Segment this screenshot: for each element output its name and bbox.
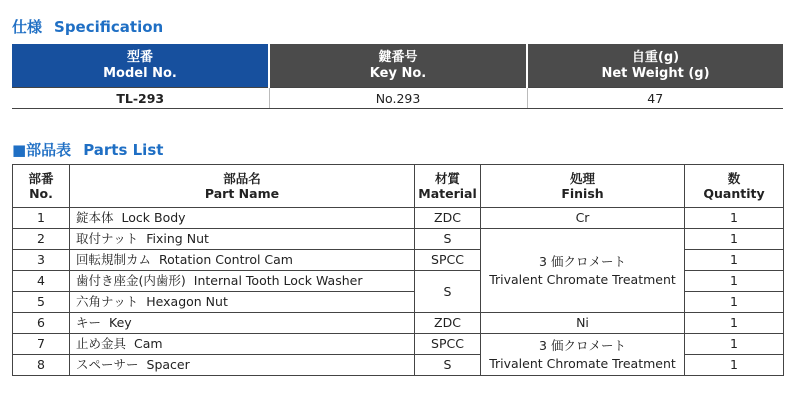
parts-header-name (70, 165, 415, 208)
spec-data-row (12, 88, 783, 109)
part-no: 1 (13, 208, 70, 229)
spec-header-row (12, 44, 783, 88)
spec-header-key (269, 44, 527, 88)
spec-table (12, 44, 783, 109)
spec-header-weight (527, 44, 783, 88)
part-name (70, 355, 415, 376)
part-material: ZDC (415, 313, 481, 334)
part-name-ja: 回転規制カム (76, 252, 152, 267)
spec-title-ja: 仕様 (12, 18, 43, 36)
parts-section-title (12, 139, 163, 160)
spec-key-value: No.293 (269, 88, 527, 109)
part-name (70, 208, 415, 229)
part-name-en: Rotation Control Cam (159, 252, 293, 267)
parts-header-row (13, 165, 784, 208)
parts-header-no (13, 165, 70, 208)
part-name-en: Key (109, 315, 132, 330)
part-quantity: 1 (685, 334, 784, 355)
parts-title-en: Parts List (83, 141, 164, 159)
part-finish-group (481, 334, 685, 376)
part-quantity: 1 (685, 229, 784, 250)
part-name-ja: キー (76, 315, 102, 330)
parts-title-ja: ■部品表 (12, 141, 72, 159)
part-quantity: 1 (685, 313, 784, 334)
parts-table (12, 164, 784, 376)
parts-header-material-en: Material (418, 186, 477, 201)
spec-weight-value: 47 (527, 88, 783, 109)
part-name-ja: 取付ナット (76, 231, 139, 246)
part-name-en: Lock Body (121, 210, 186, 225)
spec-header-model (12, 44, 269, 88)
part-name (70, 292, 415, 313)
table-row (13, 208, 784, 229)
parts-header-name-en: Part Name (204, 186, 280, 201)
part-quantity: 1 (685, 271, 784, 292)
parts-header-material-ja: 材質 (434, 171, 460, 186)
parts-header-no-ja: 部番 (28, 171, 54, 186)
part-material: S (415, 271, 481, 313)
part-name (70, 271, 415, 292)
part-name-en: Spacer (146, 357, 190, 372)
part-name-ja: スペーサー (76, 357, 139, 372)
part-material: ZDC (415, 208, 481, 229)
part-finish: Ni (481, 313, 685, 334)
parts-header-quantity (685, 165, 784, 208)
parts-header-finish-ja: 処理 (569, 171, 595, 186)
part-no: 3 (13, 250, 70, 271)
part-no: 7 (13, 334, 70, 355)
part-quantity: 1 (685, 292, 784, 313)
parts-header-no-en: No. (29, 186, 53, 201)
part-quantity: 1 (685, 355, 784, 376)
part-name-ja: 六角ナット (76, 294, 139, 309)
part-name-ja: 錠本体 (76, 210, 114, 225)
table-row (13, 229, 784, 250)
part-name-en: Cam (134, 336, 163, 351)
part-name-ja: 止め金具 (76, 336, 127, 351)
spec-title-en: Specification (54, 18, 164, 36)
spec-section-title (12, 16, 163, 37)
part-material: S (415, 229, 481, 250)
part-material: SPCC (415, 334, 481, 355)
spec-header-weight-ja: 自重(g) (631, 49, 680, 65)
parts-header-qty-en: Quantity (703, 186, 765, 201)
spec-model-value: TL-293 (12, 88, 269, 109)
spec-header-key-ja: 鍵番号 (378, 49, 418, 65)
part-no: 6 (13, 313, 70, 334)
part-name (70, 334, 415, 355)
part-material: S (415, 355, 481, 376)
part-finish-group (481, 229, 685, 313)
part-no: 8 (13, 355, 70, 376)
parts-header-material (415, 165, 481, 208)
parts-header-finish-en: Finish (561, 186, 604, 201)
table-row (13, 334, 784, 355)
part-name (70, 250, 415, 271)
part-name-en: Internal Tooth Lock Washer (193, 273, 363, 288)
finish-trivalent-en: Trivalent Chromate Treatment (489, 271, 676, 287)
part-quantity: 1 (685, 250, 784, 271)
part-no: 2 (13, 229, 70, 250)
part-quantity: 1 (685, 208, 784, 229)
part-name-en: Hexagon Nut (146, 294, 228, 309)
finish-trivalent-ja: 3 価クロメート (539, 337, 626, 353)
spec-header-model-ja: 型番 (126, 49, 153, 65)
part-no: 4 (13, 271, 70, 292)
part-no: 5 (13, 292, 70, 313)
part-name (70, 229, 415, 250)
spec-header-weight-en: Net Weight (g) (601, 65, 710, 81)
part-finish: Cr (481, 208, 685, 229)
part-name-ja: 歯付き座金(内歯形) (76, 273, 186, 288)
finish-trivalent-en: Trivalent Chromate Treatment (489, 355, 676, 371)
part-name-en: Fixing Nut (146, 231, 209, 246)
part-material: SPCC (415, 250, 481, 271)
part-name (70, 313, 415, 334)
finish-trivalent-ja: 3 価クロメート (539, 253, 626, 269)
table-row (13, 313, 784, 334)
spec-header-key-en: Key No. (369, 65, 427, 81)
spec-header-model-en: Model No. (103, 65, 177, 81)
parts-header-qty-ja: 数 (727, 171, 741, 186)
parts-header-name-ja: 部品名 (223, 171, 261, 186)
parts-header-finish (481, 165, 685, 208)
